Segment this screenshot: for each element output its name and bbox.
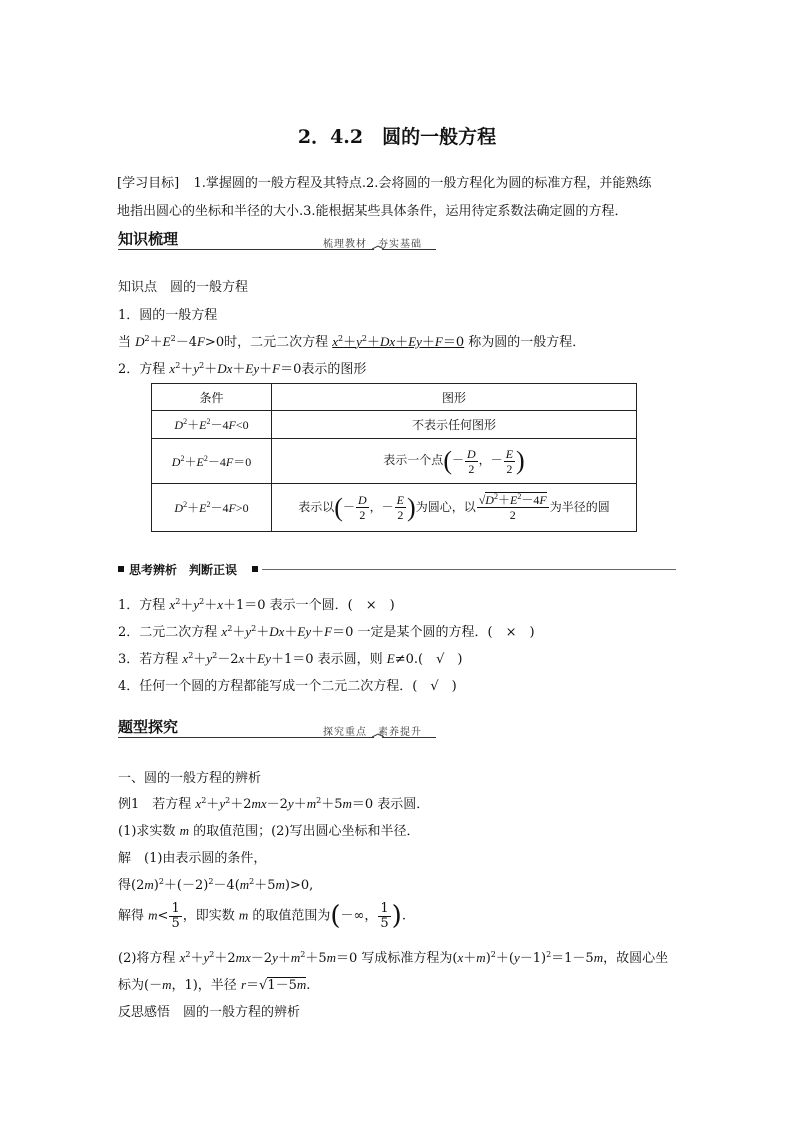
- section-subtitle-types: 探究重点 素养提升: [323, 727, 422, 738]
- graph-cell: 表示一个点(－ $\frac{D}{2}$ ，－ $\frac{E}{2}$ ): [272, 439, 637, 484]
- page-title: 2．4.2 圆的一般方程: [297, 126, 497, 148]
- table-header-row: [152, 384, 637, 411]
- point-text: 表示一个点: [383, 452, 444, 467]
- solution-intro: 解 (1)由表示圆的条件，: [118, 851, 267, 866]
- reflection-heading: 反思感悟 圆的一般方程的辨析: [118, 1005, 301, 1020]
- section-subtitle-knowledge: 梳理教材 夯实基础: [323, 239, 422, 250]
- table-header-graph: 图形: [272, 384, 637, 411]
- solution-range: 解得 m< $\frac{1}{5}$ ，即实数 m 的取值范围为(－∞， $\frac{1}{5}$ ).: [118, 900, 406, 931]
- item-text: 任何一个圆的方程都能写成一个二元二次方程．( √ ): [139, 679, 457, 694]
- answer-mark: √: [436, 652, 445, 667]
- goals-text-1: 1.掌握圆的一般方程及其特点.2.会将圆的一般方程化为圆的标准方程，并能熟练: [193, 176, 652, 191]
- section-title-types: 题型探究: [118, 718, 179, 736]
- section-title-knowledge: 知识梳理: [118, 230, 179, 248]
- solution-part2-line1: (2)将方程 $x^2+y^2+2mx-2y+m^2+5m=0$ 写成标准方程为$(x+m)^2+(y-1)^2=1-5m$，故圆心坐: [118, 950, 669, 966]
- graph-cell: 表示以(－ $\frac{D}{2}$ ，－ $\frac{E}{2}$ )为圆心，以 $\frac{√D^2+E^2-4F}{2}$ 为半径的圆: [272, 484, 637, 532]
- judgment-item-4: [118, 675, 457, 694]
- circle-text-b: 为圆心，以: [415, 499, 476, 514]
- example-question: 例1 若方程 $x^2+y^2+2mx-2y+m^2+5m=0$ 表示圆．: [118, 796, 430, 812]
- item2-label: 2．方程: [118, 362, 166, 377]
- condition-cell: $D^2+E^2-4F=0$: [152, 439, 272, 484]
- table-row: [152, 439, 637, 484]
- table-row: [152, 484, 637, 532]
- goals-label: [学习目标]: [117, 176, 180, 191]
- judgment-item-3: 3．若方程 $x^2+y^2-2x+Ey+1=0$ 表示圆，则 E≠0.( √ ): [118, 651, 463, 667]
- table-header-condition: 条件: [152, 384, 272, 411]
- solution-inequality: 得$(2m)^2+(-2)^2-4(m^2+5m)>0$,: [118, 877, 314, 893]
- condition-cell: $D^2+E^2-4F<0$: [152, 411, 272, 439]
- knowledge-item-2: 2．方程 $x^2+y^2+Dx+Ey+F=0$表示的图形: [118, 361, 367, 377]
- table-row: [152, 411, 637, 439]
- think-divider: [262, 569, 676, 570]
- condition-cell: $D^2+E^2-4F>0$: [152, 484, 272, 532]
- condition-table: [151, 383, 637, 532]
- learning-goals-line2: 地指出圆心的坐标和半径的大小.3.能根据某些具体条件，运用待定系数法确定圆的方程．: [117, 204, 628, 219]
- bullet-square: [118, 566, 124, 572]
- knowledge-general-equation: 当 $D^2+E^2-4F>0$时，二元二次方程 $x^2+y^2+Dx+Ey+F=0$ 称为圆的一般方程．: [118, 334, 586, 350]
- solution-part2-line2: 标为(－m，1)，半径 r＝√1－5m.: [118, 977, 311, 993]
- knowledge-item-1: 1．圆的一般方程: [118, 308, 218, 323]
- q1b-text: 的取值范围；(2)写出圆心坐标和半径．: [193, 824, 420, 839]
- example-subquestions: (1)求实数 m 的取值范围；(2)写出圆心坐标和半径．: [118, 823, 420, 839]
- circle-text-a: 表示以: [298, 499, 335, 514]
- graph-cell: 不表示任何图形: [272, 411, 637, 439]
- answer-mark: ×: [365, 598, 377, 613]
- judgment-item-1: 1．方程 $x^2+y^2+x+1=0$ 表示一个圆．( × ): [118, 597, 395, 613]
- item2-tail: 表示的图形: [301, 362, 367, 377]
- item-number: 1．: [118, 598, 140, 613]
- knowledge-point-heading: 知识点 圆的一般方程: [118, 280, 249, 295]
- judgment-item-2: 2．二元二次方程 $x^2+y^2+Dx+Ey+F=0$ 一定是某个圆的方程．( × ): [118, 624, 535, 640]
- item-number: 2．: [118, 625, 140, 640]
- q1-text: (1)求实数: [118, 824, 176, 839]
- topic-heading: 一、圆的一般方程的辨析: [118, 771, 262, 786]
- bullet-square: [252, 566, 258, 572]
- circle-text-c: 为半径的圆: [549, 499, 610, 514]
- example-label: 例1: [118, 797, 140, 812]
- answer-mark: ×: [505, 625, 517, 640]
- item-number: 4．: [118, 679, 140, 694]
- item-number: 3．: [118, 652, 140, 667]
- learning-goals-line1: [117, 172, 651, 191]
- think-title: 思考辨析 判断正误: [129, 563, 238, 577]
